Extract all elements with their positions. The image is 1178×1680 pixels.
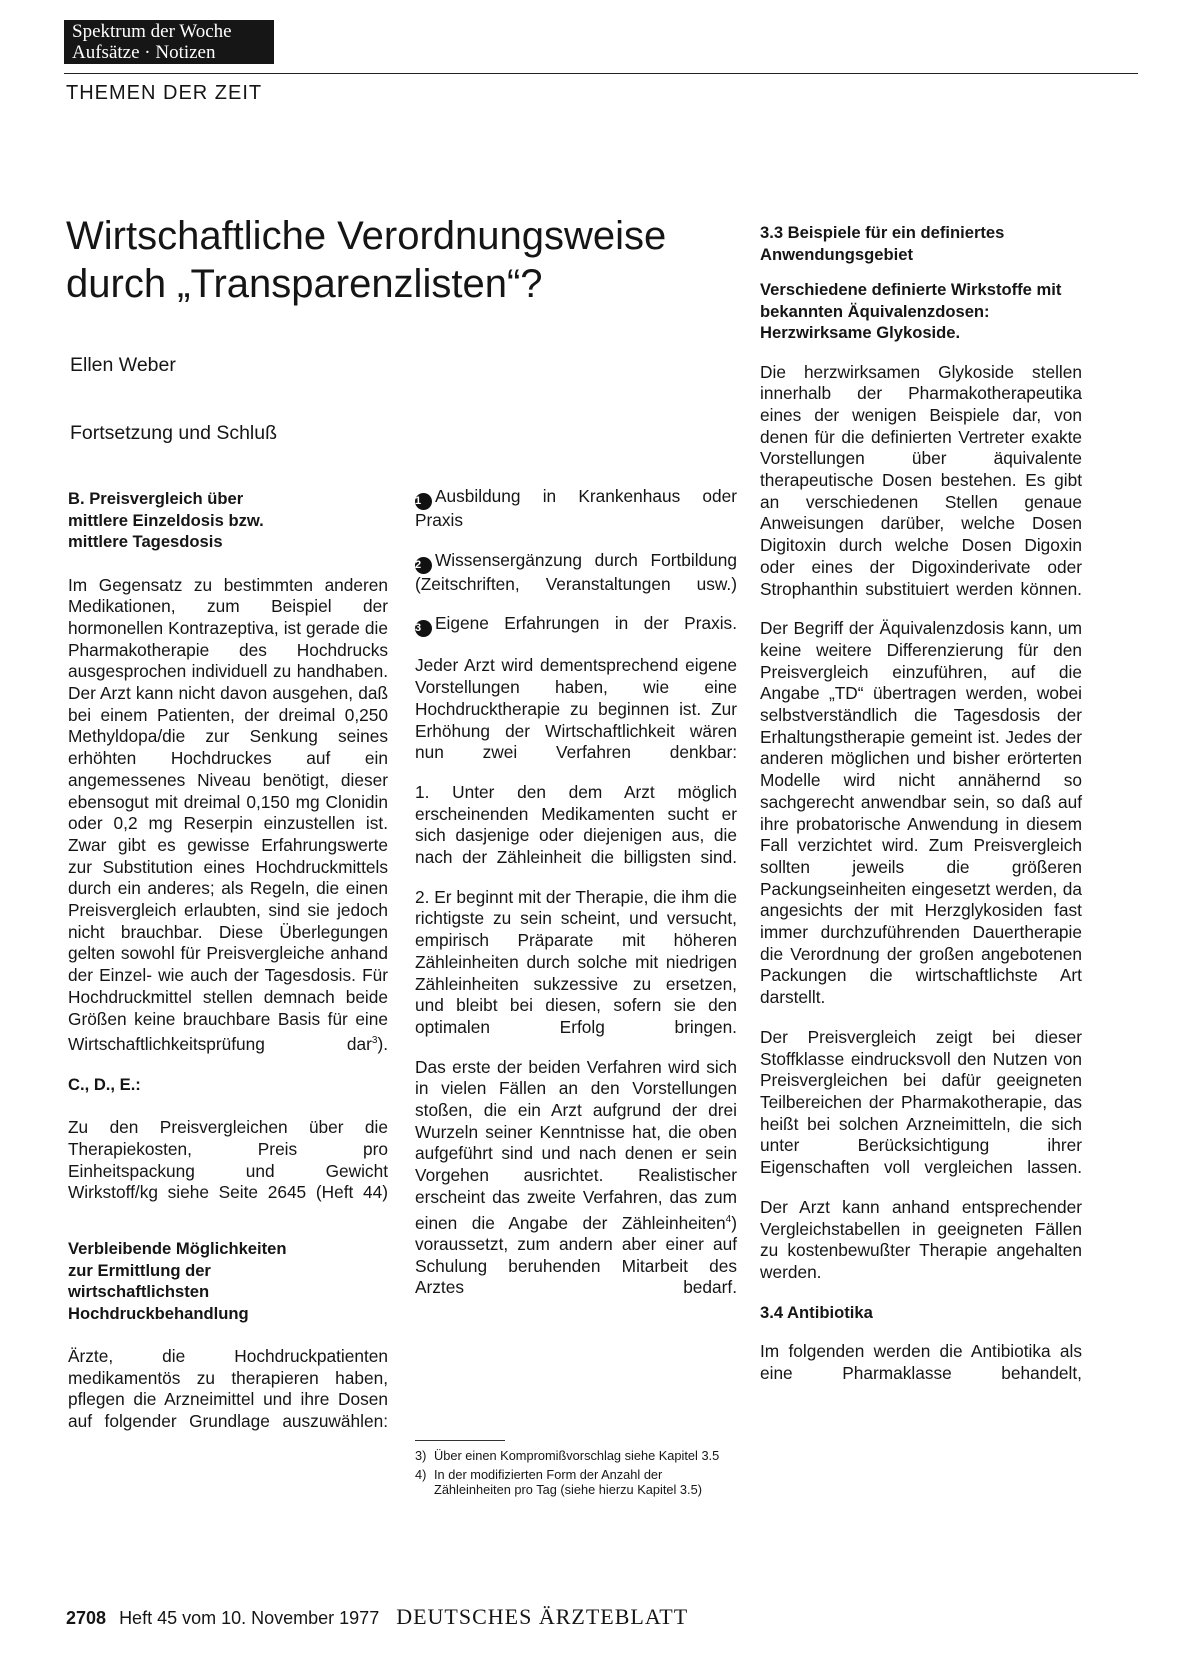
paragraph-3-2: Der Begriff der Äquivalenzdosis kann, um keine weitere Differenzierung für den Preisvergleich einzuführen, auf die Angabe „TD“ übertragen werden, wobei selbstverständlich die Tagesdosis der Erhaltungstherapie gemeint ist. Jedes der anderen möglichen und bisher erörterten Modelle wird nicht annähernd so sachgerecht anwendbar sein, so daß auf ihre probatorische Anwendung in diesem Fall verzichtet wird. Zum Preisvergleich sollten jeweils die größeren Packungseinheiten eingesetzt werden, da angesichts der mit Herzglykosiden fast immer durchzuführenden Dauertherapie die Verordnung der großen angebotenen Packungen die wirtschaftlichste Art darstellt.: [760, 618, 1082, 1008]
footnote-rule: [415, 1440, 505, 1441]
footnote-4: 4) In der modifizierten Form der Anzahl der Zähleinheiten pro Tag (siehe hierzu Kapitel 3.5): [415, 1466, 702, 1498]
paragraph-2-1: Jeder Arzt wird dementsprechend eigene Vorstellungen haben, wie eine Hochdrucktherapie zu beginnen ist. Zur Erhöhung der Wirtschaftlichkeit wären nun zwei Verfahren denkbar:: [415, 655, 737, 763]
list-item-2: 2 Wissensergänzung durch Fortbildung (Zeitschriften, Veranstaltungen usw.): [415, 549, 737, 594]
page-footer: [66, 1604, 688, 1630]
paragraph-cde: Zu den Preisvergleichen über die Therapiekosten, Preis pro Einheitspackung und Gewicht Wirkstoff/kg siehe Seite 2645 (Heft 44): [68, 1117, 388, 1203]
paragraph-3-4: Der Arzt kann anhand entsprechender Vergleichstabellen in geeigneten Fällen zu kostenbewußter Therapie angehalten werden.: [760, 1196, 1082, 1282]
paragraph-2-4: Das erste der beiden Verfahren wird sich in vielen Fällen an den Vorstellungen stoßen, die ein Arzt aufgrund der drei Wurzeln seiner Kenntnisse hat, die oben aufgeführt sind und nach denen er sein Vorgehen ausrichtet. Realistischer erscheint das zweite Verfahren, das zum einen die Angabe der Zähleinheiten$^4$) voraussetzt, zum andern aber einer auf Schulung beruhenden Mitarbeit des Arztes bedarf.: [415, 1056, 737, 1298]
heading-3-4: 3.4 Antibiotika: [760, 1302, 873, 1322]
heading-remaining-options: Verbleibende Möglichkeiten zur Ermittlung der wirtschaftlichsten Hochdruckbehandlung: [68, 1239, 287, 1323]
section-label: THEMEN DER ZEIT: [66, 82, 263, 104]
heading-cde: C., D., E.:: [68, 1074, 141, 1094]
number-3-icon: 3: [415, 620, 432, 637]
number-2-icon: 2: [415, 557, 432, 574]
footnote-3: 3) Über einen Kompromißvorschlag siehe Kapitel 3.5: [415, 1448, 720, 1463]
title-line-1: Wirtschaftliche Verordnungsweise: [66, 214, 667, 258]
paragraph-2-3: 2. Er beginnt mit der Therapie, die ihm die richtigste zu sein scheint, und versucht, empirisch Präparate mit höheren Zähleinheiten durch solche mit niedrigen Zähleinheiten sukzessive zu ersetzen, und bleibt bei diesen, sofern sie den optimalen Erfolg bringen.: [415, 886, 737, 1037]
header-rule: [64, 73, 1138, 74]
page-number: 2708: [66, 1608, 107, 1628]
footnotes: [415, 1448, 737, 1501]
paragraph-2-2: 1. Unter den dem Arzt möglich erscheinenden Medikamenten sucht er sich dasjenige oder diejenigen aus, die nach der Zähleinheit die billigsten sind.: [415, 781, 737, 868]
paragraph-3-3: Der Preisvergleich zeigt bei dieser Stoffklasse eindrucksvoll den Nutzen von Preisvergleichen bei dafür geeigneten Teilbereichen der Pharmakotherapie, das heißt bei solchen Arzneimitteln, die sich unter Berücksichtigung ihrer Eigenschaften voll vergleichen lassen.: [760, 1026, 1082, 1178]
heading-glycosides: Verschiedene definierte Wirkstoffe mit bekannten Äquivalenzdosen: Herzwirksame Glykoside.: [760, 280, 1062, 342]
continuation-note: Fortsetzung und Schluß: [70, 422, 278, 444]
column-1: [68, 488, 388, 1433]
article-title: [66, 212, 706, 308]
issue-info: Heft 45 vom 10. November 1977: [119, 1608, 380, 1628]
section-badge: [64, 20, 274, 64]
list-item-1: 1 Ausbildung in Krankenhaus oder Praxis: [415, 486, 737, 530]
paragraph-3-5: Im folgenden werden die Antibiotika als eine Pharmaklasse behandelt,: [760, 1341, 1082, 1383]
heading-3-3: 3.3 Beispiele für ein definiertes Anwendungsgebiet: [760, 223, 1005, 264]
publication-name: DEUTSCHES ÄRZTEBLATT: [396, 1604, 689, 1629]
paragraph-3-1: Die herzwirksamen Glykoside stellen innerhalb der Pharmakotherapeutika eines der wenigen Beispiele dar, von denen für die definierten Vertreter exakte Vorstellungen über äquivalente therapeutische Dosen bestehen. Es gibt an verschiedenen Stellen genaue Anweisungen darüber, welche Dosen Digitoxin durch welche Dosen Digoxin oder eines der Digoxinderivate oder Strophanthin substituiert werden können.: [760, 361, 1082, 599]
list-item-3: 3 Eigene Erfahrungen in der Praxis.: [415, 613, 737, 637]
author-name: Ellen Weber: [70, 354, 176, 376]
paragraph-b: Im Gegensatz zu bestimmten anderen Medikationen, zum Beispiel der hormonellen Kontrazeptiva, ist gerade die Pharmakotherapie des Hochdrucks ausgesprochen individuell zu handhaben. Der Arzt kann nicht davon ausgehen, daß bei einem Patienten, der dreimal 0,250 Methyldopa/die zur Senkung seines erhöhten Hochdruckes auf ein angemessenes Niveau benötigt, dieser ebensogut mit dreimal 0,150 mg Clonidin oder 0,2 mg Reserpin einzustellen ist. Zwar gibt es gewisse Erfahrungswerte zur Substitution eines Hochdruckmittels durch ein anderes; als Regeln, die einen Preisvergleich erlaubten, sind sie jedoch nicht brauchbar. Diese Überlegungen gelten sowohl für Preisvergleiche anhand der Einzel- wie auch der Tagesdosis. Für Hochdruckmittel stellen demnach beide Größen keine brauchbare Basis für eine Wirtschaftlichkeitsprüfung dar$^3$).: [68, 574, 388, 1055]
heading-b: B. Preisvergleich über mittlere Einzeldosis bzw. mittlere Tagesdosis: [68, 489, 264, 551]
column-2: [415, 486, 737, 1299]
column-3: [760, 222, 1082, 1385]
paragraph-remaining-options: Ärzte, die Hochdruckpatienten medikamentös zu therapieren haben, pflegen die Arzneimittel und ihre Dosen auf folgender Grundlage auszuwählen:: [68, 1346, 388, 1432]
title-line-2: durch „Transparenzlisten“?: [66, 262, 543, 306]
number-1-icon: 1: [415, 493, 432, 510]
badge-line-1: Spektrum der Woche: [72, 21, 232, 42]
badge-line-2: Aufsätze · Notizen: [72, 42, 216, 63]
